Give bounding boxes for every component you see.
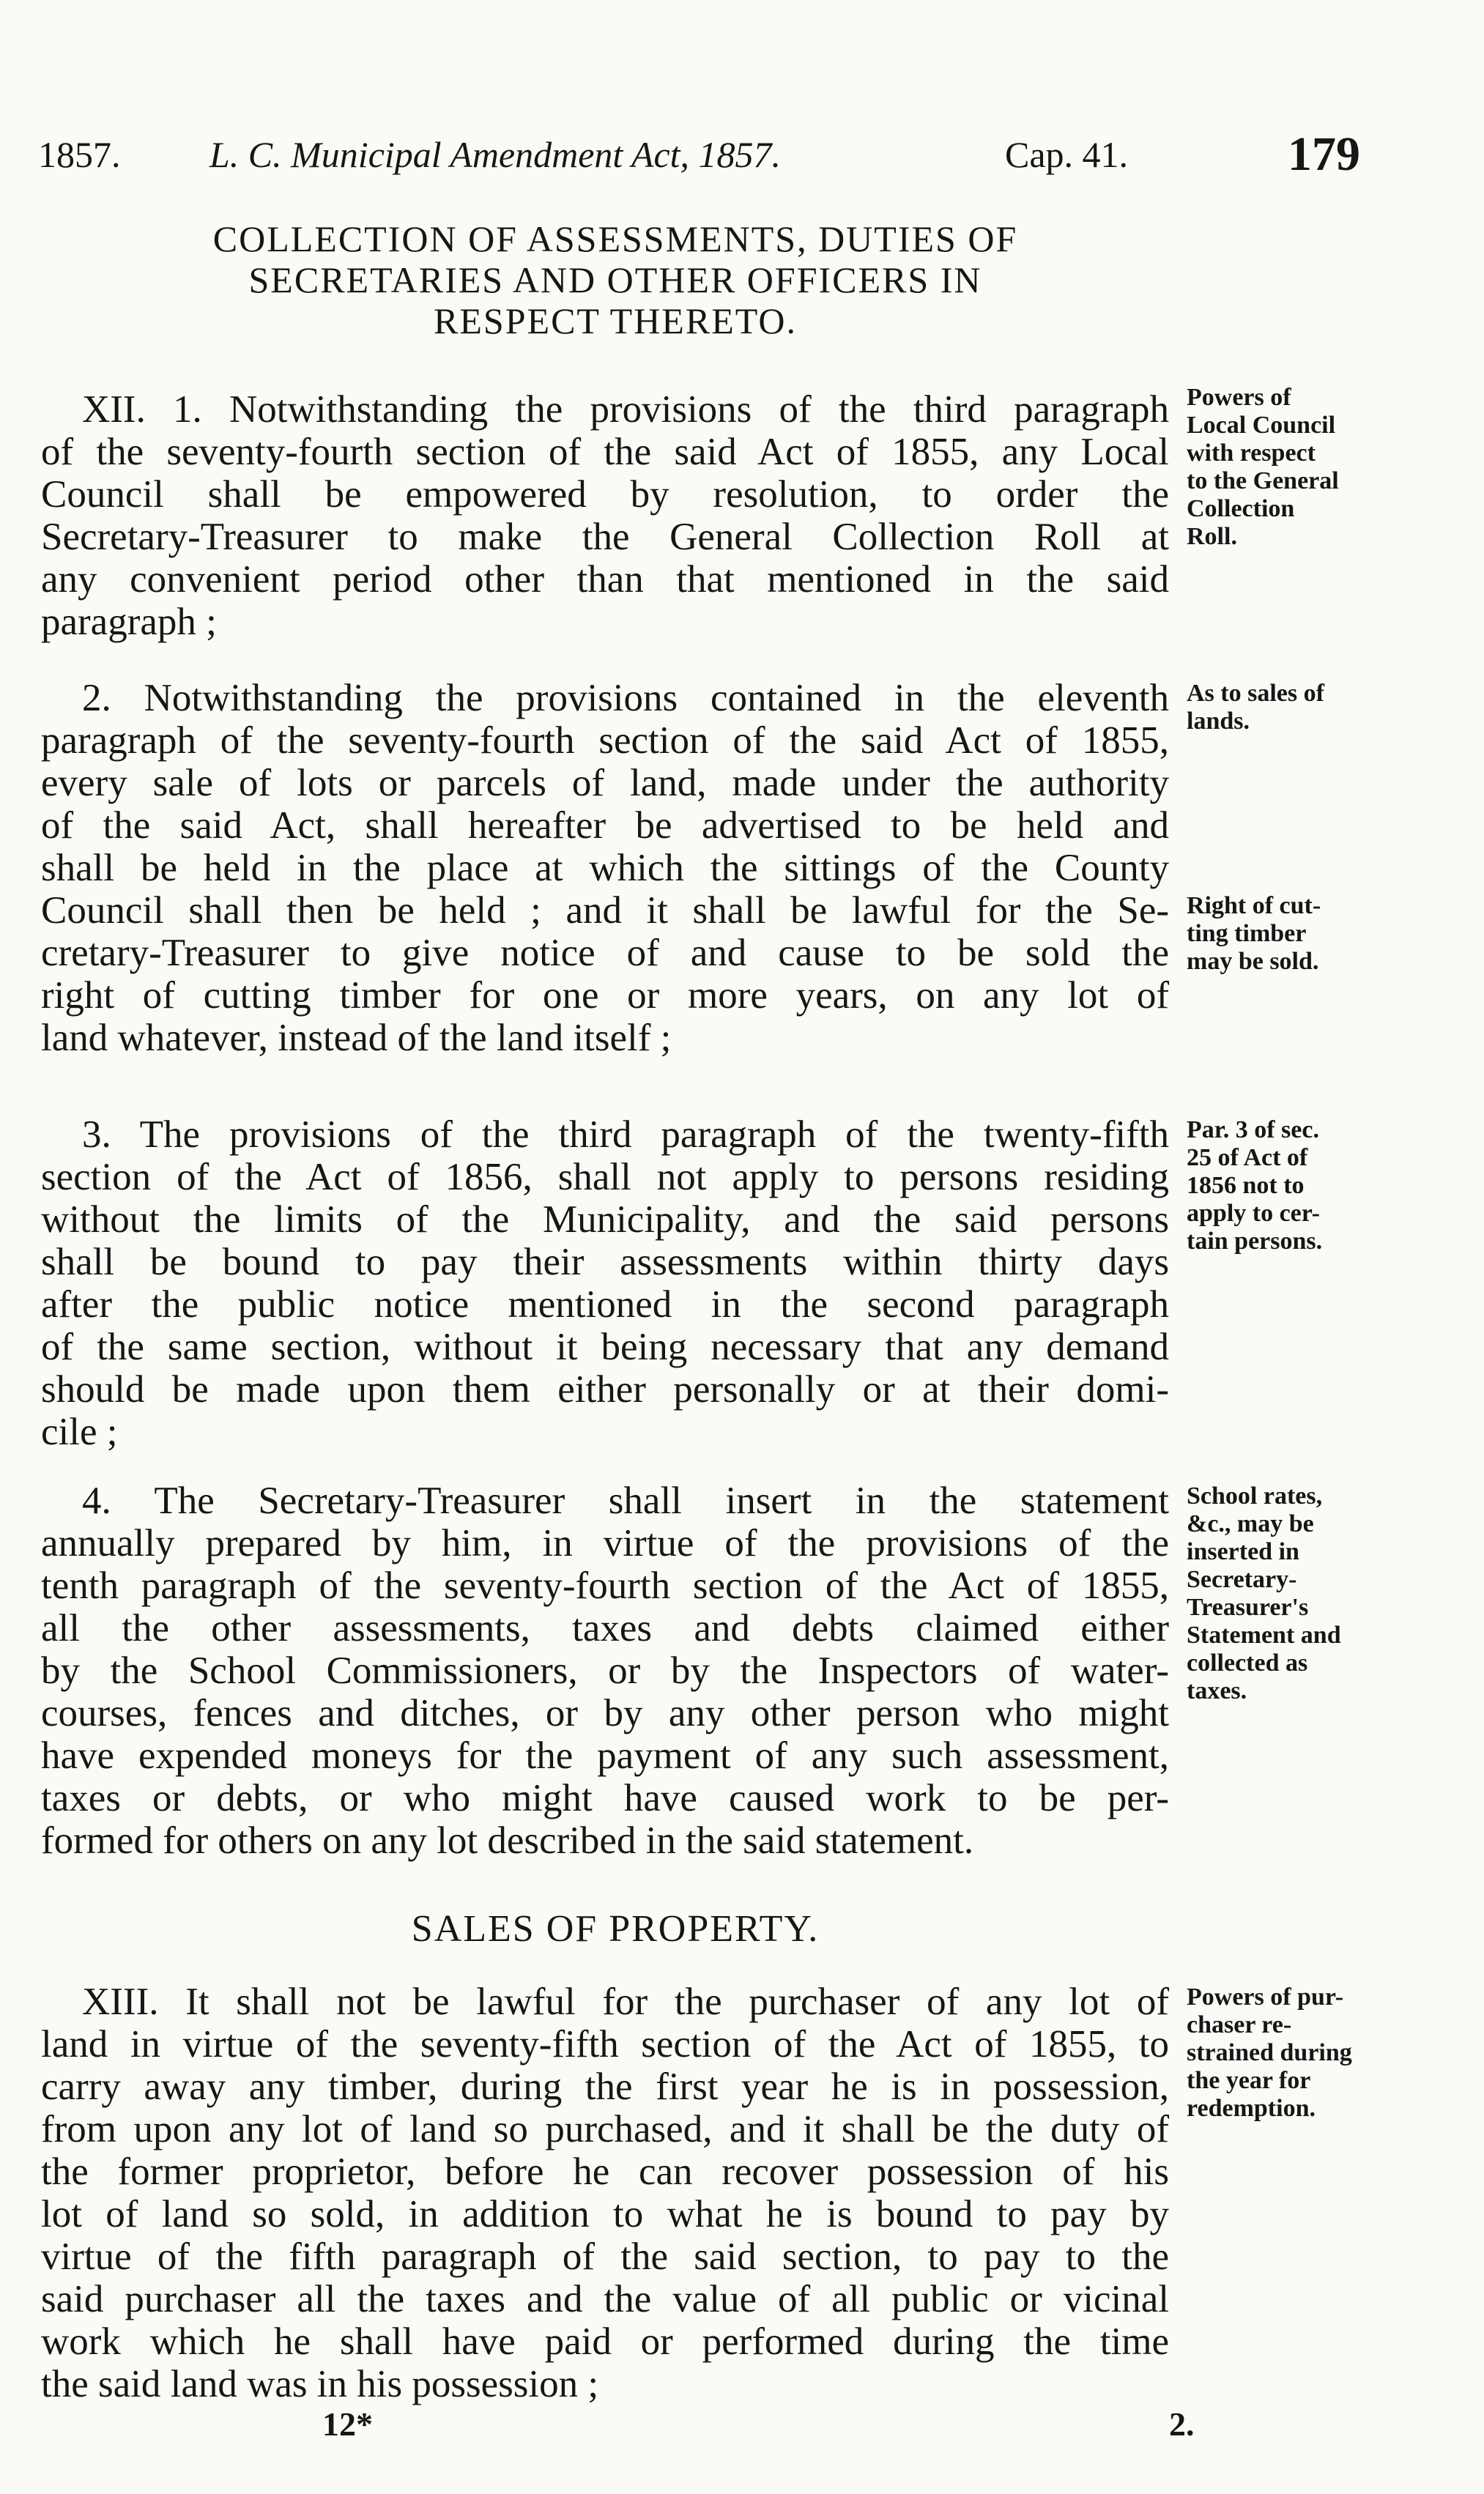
margin-note-line: Powers of	[1187, 384, 1291, 411]
body-text-line: annually prepared by him, in virtue of the provisions of the	[41, 1522, 1169, 1565]
margin-note-line: chaser re-	[1187, 2011, 1292, 2038]
body-text-line: 4. The Secretary-Treasurer shall insert in the statement	[82, 1480, 1169, 1522]
body-text-line: paragraph of the seventy-fourth section of the said Act of 1855,	[41, 719, 1169, 762]
body-text-line: Secretary-Treasurer to make the General Collection Roll at	[41, 516, 1169, 558]
body-text-line: all the other assessments, taxes and debts claimed either	[41, 1607, 1169, 1649]
body-text-line: taxes or debts, or who might have caused work to be per-	[41, 1777, 1169, 1819]
body-text-line: formed for others on any lot described in the said statement.	[41, 1819, 974, 1862]
body-text-line: shall be held in the place at which the sittings of the County	[41, 847, 1169, 889]
margin-note-line: School rates,	[1187, 1482, 1323, 1510]
body-text-line: right of cutting timber for one or more years, on any lot of	[41, 974, 1169, 1017]
body-text-line: of the said Act, shall hereafter be advertised to be held and	[41, 804, 1169, 847]
body-text-line: of the same section, without it being necessary that any demand	[41, 1326, 1169, 1368]
body-text-line: Council shall then be held ; and it shall be lawful for the Se-	[41, 889, 1169, 932]
body-text-line: section of the Act of 1856, shall not apply to persons residing	[41, 1156, 1169, 1198]
body-text-line: paragraph ;	[41, 601, 217, 643]
margin-note-line: Powers of pur-	[1187, 1983, 1344, 2011]
margin-note-line: &c., may be	[1187, 1510, 1314, 1537]
body-text-line: from upon any lot of land so purchased, and it shall be the duty of	[41, 2108, 1169, 2150]
margin-note-line: strained during	[1187, 2039, 1352, 2066]
body-text-line: carry away any timber, during the first year he is in possession,	[41, 2066, 1169, 2108]
section-heading: SALES OF PROPERTY.	[411, 1908, 820, 1950]
body-text-line: land whatever, instead of the land itself ;	[41, 1017, 672, 1059]
body-text-line: tenth paragraph of the seventy-fourth section of the Act of 1855,	[41, 1565, 1169, 1607]
margin-note-line: As to sales of	[1187, 680, 1324, 707]
margin-note-line: inserted in	[1187, 1538, 1299, 1565]
body-text-line: have expended moneys for the payment of any such assessment,	[41, 1734, 1169, 1777]
margin-note-line: taxes.	[1187, 1677, 1247, 1704]
body-text-line: 3. The provisions of the third paragraph of the twenty-fifth	[82, 1113, 1169, 1156]
margin-note-line: to the General	[1187, 467, 1339, 494]
body-text-line: land in virtue of the seventy-fifth section of the Act of 1855, to	[41, 2023, 1169, 2066]
body-text-line: shall be bound to pay their assessments within thirty days	[41, 1241, 1169, 1283]
section-heading-line: COLLECTION OF ASSESSMENTS, DUTIES OF	[212, 218, 1018, 259]
margin-note-line: Local Council	[1187, 412, 1336, 439]
body-text-line: cile ;	[41, 1411, 118, 1453]
margin-note-line: 25 of Act of	[1187, 1144, 1308, 1171]
header-chapter: Cap. 41.	[1005, 134, 1129, 175]
body-text-line: courses, fences and ditches, or by any other person who might	[41, 1692, 1169, 1734]
body-text-line: without the limits of the Municipality, and the said persons	[41, 1198, 1169, 1241]
body-text-line: should be made upon them either personally or at their domi-	[41, 1368, 1169, 1411]
body-text-line: said purchaser all the taxes and the value of all public or vicinal	[41, 2278, 1169, 2320]
body-text-line: virtue of the fifth paragraph of the said section, to pay to the	[41, 2235, 1169, 2278]
margin-note-line: Statement and	[1187, 1622, 1341, 1649]
catchword: 2.	[1169, 2405, 1195, 2443]
section-heading-line: SECRETARIES AND OTHER OFFICERS IN	[248, 259, 982, 300]
page-number: 179	[1288, 127, 1360, 181]
margin-note-line: tain persons.	[1187, 1228, 1323, 1255]
body-text-line: work which he shall have paid or performed during the time	[41, 2320, 1169, 2363]
margin-note-line: lands.	[1187, 708, 1250, 735]
margin-note-line: Roll.	[1187, 523, 1237, 550]
margin-note-line: redemption.	[1187, 2095, 1316, 2122]
body-text-line: 2. Notwithstanding the provisions contained in the eleventh	[82, 677, 1169, 719]
margin-note-line: the year for	[1187, 2067, 1311, 2094]
margin-note-line: Par. 3 of sec.	[1187, 1116, 1319, 1143]
body-text-line: XII. 1. Notwithstanding the provisions of the third paragraph	[82, 388, 1169, 431]
body-text-line: Council shall be empowered by resolution, to order the	[41, 473, 1169, 516]
body-text-line: the former proprietor, before he can recover possession of his	[41, 2150, 1169, 2193]
body-text-line: by the School Commissioners, or by the Inspectors of water-	[41, 1649, 1169, 1692]
body-text-line: of the seventy-fourth section of the said Act of 1855, any Local	[41, 431, 1169, 473]
body-text-line: cretary-Treasurer to give notice of and cause to be sold the	[41, 932, 1169, 974]
body-text-line: lot of land so sold, in addition to what he is bound to pay by	[41, 2193, 1169, 2235]
body-text-line: every sale of lots or parcels of land, made under the authority	[41, 762, 1169, 804]
body-text-line: the said land was in his possession ;	[41, 2363, 599, 2405]
header-title: L. C. Municipal Amendment Act, 1857.	[209, 134, 782, 175]
body-text-line: after the public notice mentioned in the second paragraph	[41, 1283, 1169, 1326]
margin-note-line: collected as	[1187, 1649, 1308, 1677]
body-text-line: any convenient period other than that mentioned in the said	[41, 558, 1169, 601]
margin-note-line: Secretary-	[1187, 1566, 1297, 1593]
margin-note-line: 1856 not to	[1187, 1172, 1305, 1199]
margin-note-line: apply to cer-	[1187, 1200, 1320, 1227]
signature-mark: 12*	[322, 2405, 373, 2443]
margin-note-line: may be sold.	[1187, 948, 1319, 975]
margin-note-line: with respect	[1187, 439, 1316, 467]
margin-note-line: Right of cut-	[1187, 892, 1321, 919]
section-heading-line: RESPECT THERETO.	[434, 300, 797, 341]
body-text-line: XIII. It shall not be lawful for the purchaser of any lot of	[82, 1981, 1169, 2023]
margin-note-line: Collection	[1187, 495, 1295, 522]
margin-note-line: Treasurer's	[1187, 1594, 1309, 1621]
header-year: 1857.	[38, 134, 121, 175]
margin-note-line: ting timber	[1187, 920, 1307, 947]
